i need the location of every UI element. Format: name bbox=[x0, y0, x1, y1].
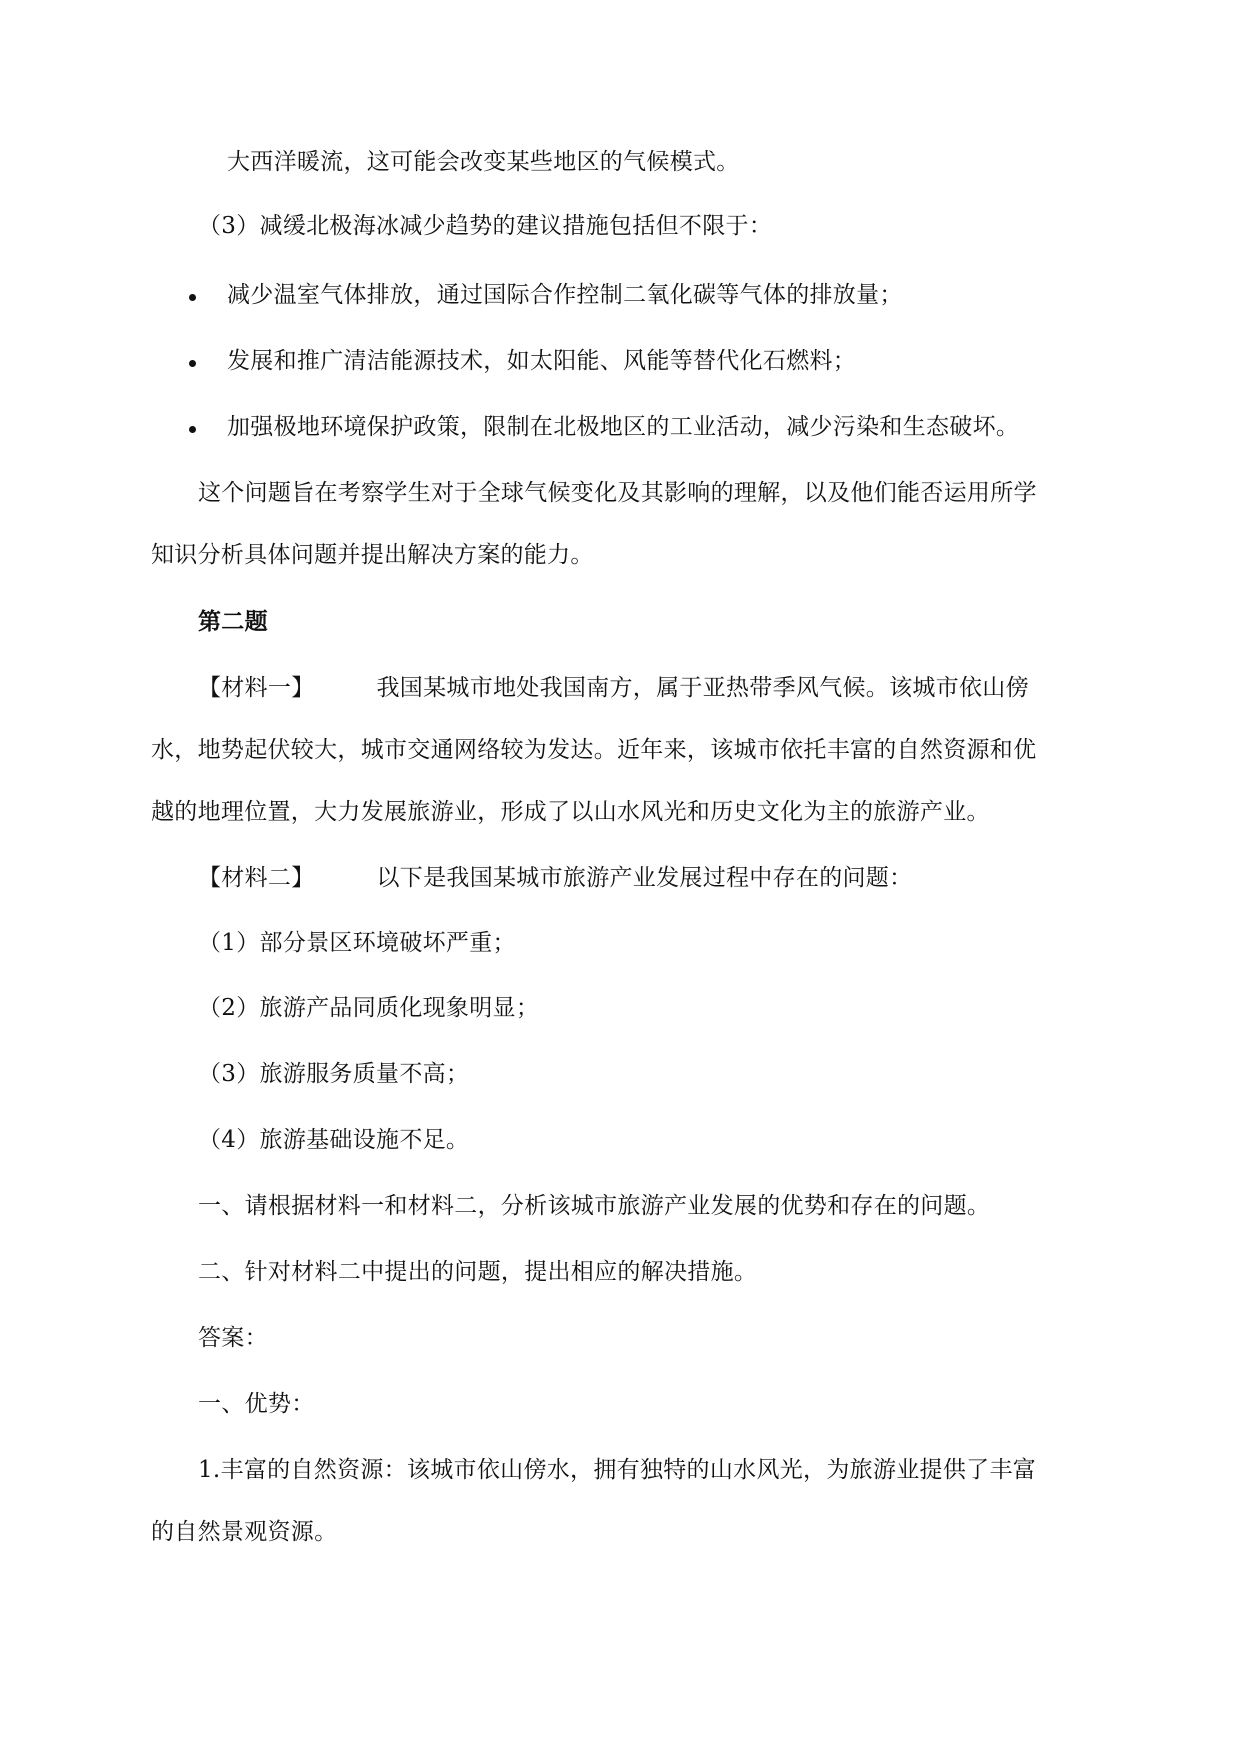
material2-text: 以下是我国某城市旅游产业发展过程中存在的问题： bbox=[376, 865, 913, 891]
material1-line: 水，地势起伏较大，城市交通网络较为发达。近年来，该城市依托丰富的自然资源和优 bbox=[151, 737, 1037, 763]
material1-line: 越的地理位置，大力发展旅游业，形成了以山水风光和历史文化为主的旅游产业。 bbox=[151, 799, 990, 825]
material2-label: 【材料二】 bbox=[198, 865, 315, 891]
advantage-item-continuation: 的自然景观资源。 bbox=[151, 1519, 338, 1545]
measure-item: 发展和推广清洁能源技术，如太阳能、风能等替代化石燃料； bbox=[227, 348, 857, 374]
measure-item: 加强极地环境保护政策，限制在北极地区的工业活动，减少污染和生态破坏。 bbox=[227, 414, 1020, 440]
task-item: 一、请根据材料一和材料二，分析该城市旅游产业发展的优势和存在的问题。 bbox=[198, 1193, 991, 1219]
measure-item: 减少温室气体排放，通过国际合作控制二氧化碳等气体的排放量； bbox=[227, 282, 903, 308]
bullet-icon bbox=[189, 294, 196, 301]
material1-first-line bbox=[198, 672, 1029, 704]
paragraph-continuation: 大西洋暖流，这可能会改变某些地区的气候模式。 bbox=[227, 149, 740, 175]
question3-intro: （3）减缓北极海冰减少趋势的建议措施包括但不限于： bbox=[198, 213, 773, 239]
problem-item: （4）旅游基础设施不足。 bbox=[198, 1127, 470, 1153]
summary-line: 这个问题旨在考察学生对于全球气候变化及其影响的理解，以及他们能否运用所学 bbox=[198, 480, 1037, 506]
material1-label: 【材料一】 bbox=[198, 675, 315, 701]
material1-text: 我国某城市地处我国南方，属于亚热带季风气候。该城市依山傍 bbox=[376, 675, 1029, 701]
problem-item: （2）旅游产品同质化现象明显； bbox=[198, 995, 540, 1021]
question-title: 第二题 bbox=[198, 608, 268, 635]
material2-first-line bbox=[198, 862, 912, 894]
advantage-heading: 一、优势： bbox=[198, 1391, 315, 1417]
advantage-item: 1.丰富的自然资源：该城市依山傍水，拥有独特的山水风光，为旅游业提供了丰富 bbox=[198, 1457, 1037, 1483]
problem-item: （1）部分景区环境破坏严重； bbox=[198, 930, 516, 956]
summary-line: 知识分析具体问题并提出解决方案的能力。 bbox=[151, 542, 594, 568]
problem-item: （3）旅游服务质量不高； bbox=[198, 1061, 470, 1087]
bullet-icon bbox=[189, 360, 196, 367]
task-item: 二、针对材料二中提出的问题，提出相应的解决措施。 bbox=[198, 1259, 758, 1285]
answer-label: 答案： bbox=[198, 1325, 268, 1351]
bullet-icon bbox=[189, 426, 196, 433]
